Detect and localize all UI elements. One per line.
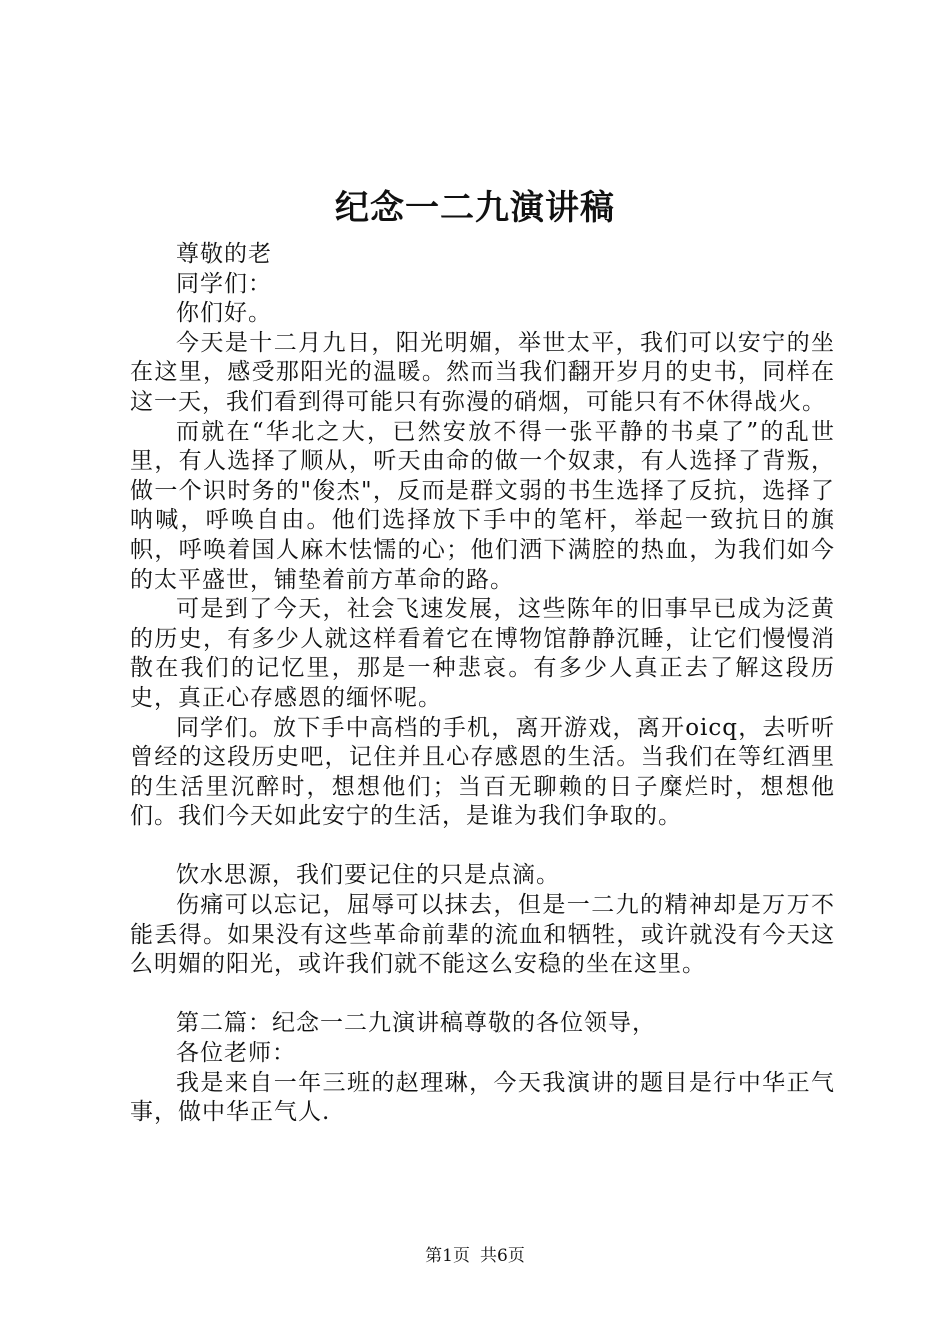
paragraph: 饮水思源，我们要记住的只是点滴。 bbox=[176, 862, 560, 889]
paragraph: 今天是十二月九日，阳光明媚，举世太平，我们可以安宁的坐在这里，感受那阳光的温暖。然而当我们翻开岁月的史书，同样在这一天，我们看到得可能只有弥漫的硝烟，可能只有不休得战火。 bbox=[130, 329, 835, 415]
page-footer bbox=[0, 1244, 950, 1268]
paragraph: 你们好。 bbox=[176, 300, 272, 327]
paragraph: 尊敬的老 bbox=[176, 241, 272, 267]
paragraph: 而就在“华北之大，已然安放不得一张平静的书桌了”的乱世里，有人选择了顺从，听天由命的做一个奴隶，有人选择了背叛，做一个识时务的"俊杰"，反而是群文弱的书生选择了反抗，选择了呐喊，呼唤自由。他们选择放下手中的笔杆，举起一致抗日的旗帜，呼唤着国人麻木怯懦的心；他们洒下满腔的热血，为我们如今的太平盛世，铺垫着前方革命的路。 bbox=[130, 418, 835, 593]
paragraph: 同学们。放下手中高档的手机，离开游戏，离开oicq，去听听曾经的这段历史吧，记住并且心存感恩的生活。当我们在等红酒里的生活里沉醉时，想想他们；当百无聊赖的日子糜烂时，想想他们。我们今天如此安宁的生活，是谁为我们争取的。 bbox=[130, 714, 835, 830]
document-title: 纪念一二九演讲稿 bbox=[335, 188, 615, 228]
paragraph: 第二篇：纪念一二九演讲稿尊敬的各位领导， bbox=[176, 1010, 656, 1037]
paragraph: 我是来自一年三班的赵理琳，今天我演讲的题目是行中华正气事，做中华正气人. bbox=[130, 1069, 835, 1126]
paragraph: 同学们： bbox=[176, 270, 272, 297]
page-count: 共6页 bbox=[480, 1246, 525, 1266]
paragraph: 各位老师： bbox=[176, 1040, 296, 1067]
page-number: 第1页 bbox=[425, 1246, 470, 1266]
paragraph: 伤痛可以忘记，屈辱可以抹去，但是一二九的精神却是万万不能丢得。如果没有这些革命前辈的流血和牺牲，或许就没有今天这么明媚的阳光，或许我们就不能这么安稳的坐在这里。 bbox=[130, 892, 835, 978]
paragraph: 可是到了今天，社会飞速发展，这些陈年的旧事早已成为泛黄的历史，有多少人就这样看着它在博物馆静静沉睡，让它们慢慢消散在我们的记忆里，那是一种悲哀。有多少人真正去了解这段历史，真正心存感恩的缅怀呢。 bbox=[130, 596, 835, 711]
document-body bbox=[130, 240, 835, 1128]
